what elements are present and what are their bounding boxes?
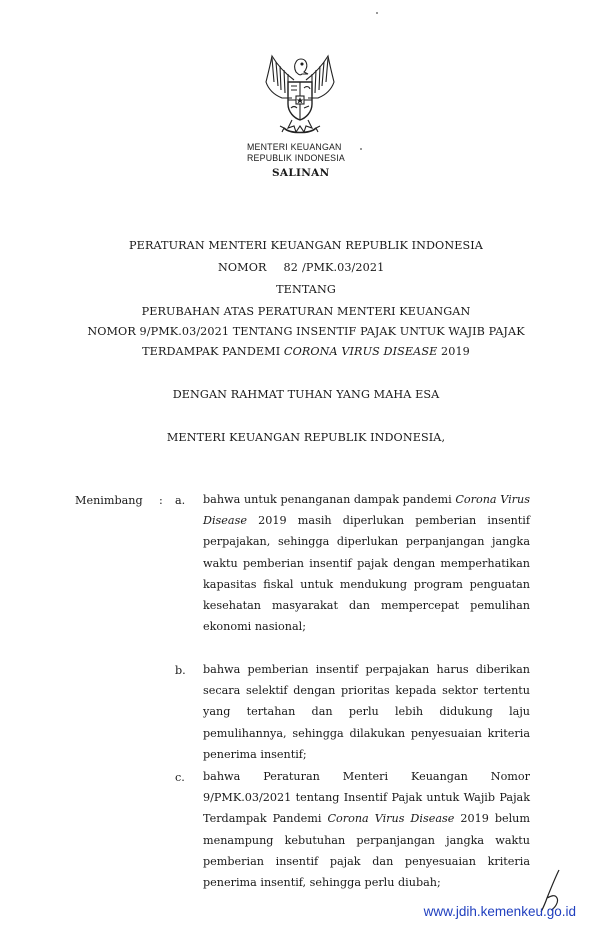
subject-line-1: PERUBAHAN ATAS PERATURAN MENTERI KEUANGAN <box>141 305 471 318</box>
item-letter-a: a. <box>175 494 186 507</box>
considering-colon: : <box>159 494 163 507</box>
regulation-number <box>218 261 384 275</box>
item-letter-c: c. <box>175 771 185 784</box>
ministry-line-1: MENTERI KEUANGAN <box>247 142 342 152</box>
considering-item-b: bahwa pemberian insentif perpajakan harus diberikan secara selektif dengan prioritas kepada sektor tertentu yang tertahan dan perlu lebih didukung laju pemulihannya, sehingga dilakukan penyesuaian kriteria penerima insentif; <box>203 663 530 761</box>
issuer-line: MENTERI KEUANGAN REPUBLIK INDONESIA, <box>166 431 446 444</box>
ministry-caption <box>247 142 345 164</box>
garuda-pancasila-emblem-icon <box>258 52 342 138</box>
jdih-website-link[interactable]: www.jdih.kemenkeu.go.id <box>423 904 576 919</box>
subject-line-2: NOMOR 9/PMK.03/2021 TENTANG INSENTIF PAJAK UNTUK WAJIB PAJAK <box>87 325 525 338</box>
item-letter-b: b. <box>175 664 186 677</box>
about-label: TENTANG <box>276 283 336 296</box>
subject-line-3: TERDAMPAK PANDEMI CORONA VIRUS DISEASE 2019 <box>142 345 470 358</box>
regulation-heading: PERATURAN MENTERI KEUANGAN REPUBLIK INDONESIA <box>129 239 483 252</box>
blessing-line: DENGAN RAHMAT TUHAN YANG MAHA ESA <box>172 388 440 401</box>
number-suffix: /PMK.03/2021 <box>301 261 385 274</box>
number-prefix: NOMOR <box>218 261 267 274</box>
considering-label: Menimbang <box>75 494 143 507</box>
scan-speck <box>376 12 378 14</box>
scan-speck <box>360 148 362 150</box>
considering-item-c: bahwa Peraturan Menteri Keuangan Nomor 9/PMK.03/2021 tentang Insentif Pajak untuk Wajib Pajak Terdampak Pandemi Corona Virus Disease 2019 belum menampung kebutuhan perpanjangan jangka waktu pemberian insentif pajak dan penyesuaian kriteria penerima insentif, sehingga perlu diubah; <box>203 770 530 890</box>
ministry-line-2: REPUBLIK INDONESIA <box>247 153 345 163</box>
considering-item-a: bahwa untuk penanganan dampak pandemi Corona Virus Disease 2019 masih diperlukan pemberian insentif perpajakan, sehingga diperlukan perpanjangan jangka waktu pemberian insentif pajak dengan memperhatikan kapasitas fiskal untuk mendukung program penguatan kesehatan masyarakat dan mempercepat pemulihan ekonomi nasional; <box>203 493 530 634</box>
number-value: 82 <box>283 261 298 274</box>
copy-label: SALINAN <box>272 167 330 179</box>
